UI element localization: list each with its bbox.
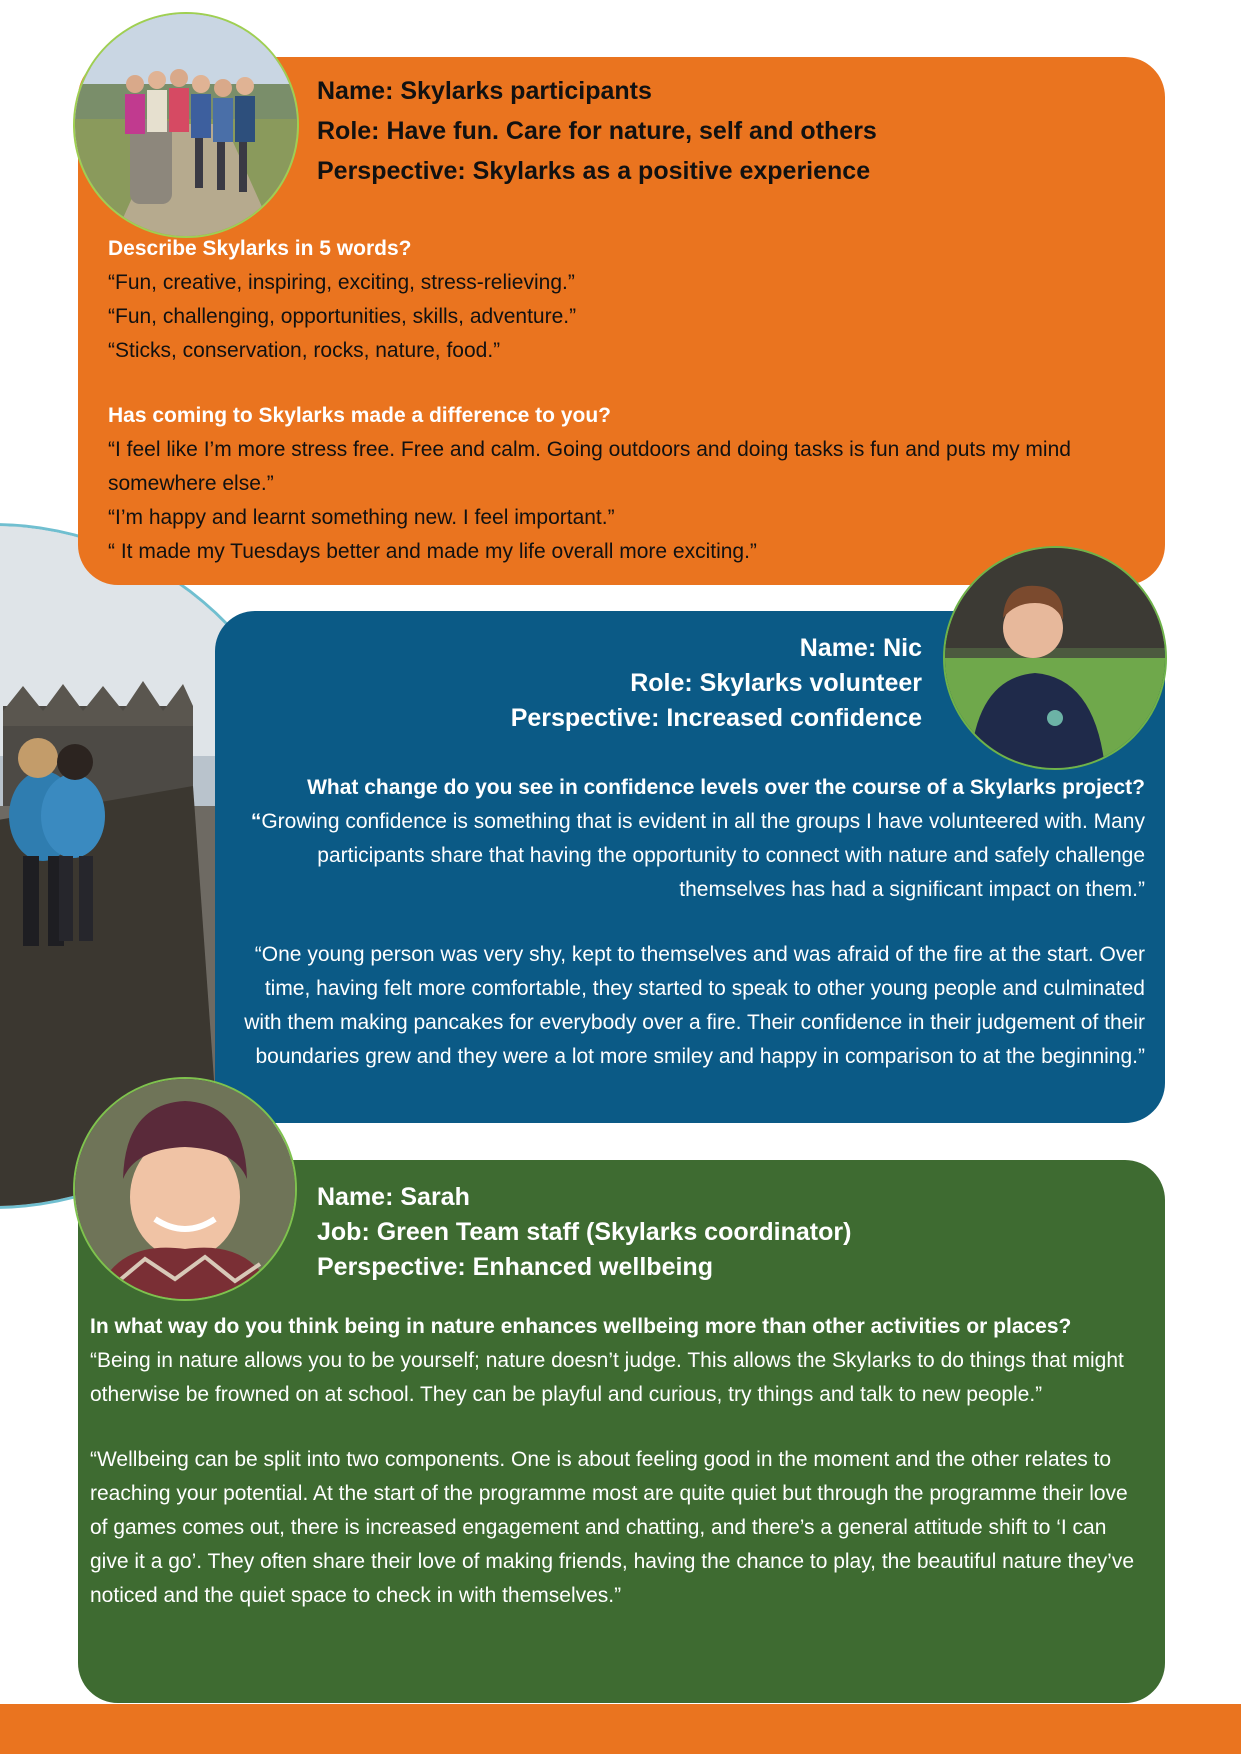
answer-text: “Fun, creative, inspiring, exciting, stress-relieving.”	[108, 271, 575, 294]
sarah-header	[317, 1180, 851, 1285]
nic-photo	[943, 546, 1167, 770]
answer-text	[225, 805, 1145, 907]
participants-body	[108, 232, 1148, 569]
participants-group-photo	[73, 12, 299, 238]
answer-text: “Fun, challenging, opportunities, skills, adventure.”	[108, 305, 577, 328]
answer-confidence-1: Growing confidence is something that is evident in all the groups I have volunteered with. Many participants share that having the opportunity to connect with nature and safely challenge themselves has had a significant impact on them.”	[261, 810, 1145, 901]
nic-body	[225, 771, 1145, 1074]
open-quote: “	[250, 810, 262, 833]
question-difference: Has coming to Skylarks made a difference to you?	[108, 404, 611, 427]
question-confidence: What change do you see in confidence levels over the course of a Skylarks project?	[307, 776, 1145, 799]
participants-name: Name: Skylarks participants	[317, 77, 652, 105]
answer-text: “Sticks, conservation, rocks, nature, food.”	[108, 339, 501, 362]
answer-text: “I’m happy and learnt something new. I feel important.”	[108, 506, 615, 529]
answer-wellbeing-2: “Wellbeing can be split into two components. One is about feeling good in the moment and the other relates to reaching your potential. At the start of the programme most are quite quiet but through the programme their love of games comes out, there is increased engagement and chatting, and there’s a general attitude shift to ‘I can give it a go’. They often share their love of making friends, having the chance to play, the beautiful nature they’ve noticed and the quiet space to check in with themselves.”	[90, 1448, 1135, 1607]
participants-role: Role: Have fun. Care for nature, self and others	[317, 117, 877, 145]
footer-bar	[0, 1704, 1241, 1754]
question-wellbeing: In what way do you think being in nature enhances wellbeing more than other activities or places?	[90, 1315, 1072, 1338]
sarah-job: Job: Green Team staff (Skylarks coordinator)	[317, 1218, 852, 1246]
nic-role: Role: Skylarks volunteer	[630, 669, 922, 697]
answer-wellbeing-1: “Being in nature allows you to be yourself; nature doesn’t judge. This allows the Skylarks to do things that might otherwise be frowned on at school. They can be playful and curious, try things and talk to new people.”	[90, 1349, 1124, 1406]
sarah-body	[90, 1310, 1150, 1613]
answer-confidence-2: “One young person was very shy, kept to themselves and was afraid of the fire at the start. Over time, having felt more comfortable, they started to speak to other young people and culminated with them making pancakes for everybody over a fire. Their confidence in their judgement of their boundaries grew and they were a lot more smiley and happy in comparison to at the beginning.”	[244, 943, 1145, 1068]
nic-name: Name: Nic	[799, 634, 922, 662]
sarah-perspective: Perspective: Enhanced wellbeing	[317, 1253, 713, 1281]
sarah-name: Name: Sarah	[317, 1183, 470, 1211]
answer-text: “ It made my Tuesdays better and made my life overall more exciting.”	[108, 540, 757, 563]
participants-header	[317, 71, 877, 191]
nic-header	[511, 631, 922, 736]
nic-perspective: Perspective: Increased confidence	[510, 704, 922, 732]
sarah-photo	[73, 1077, 297, 1301]
answer-text: “I feel like I’m more stress free. Free and calm. Going outdoors and doing tasks is fun and puts my mind somewhere else.”	[108, 438, 1071, 495]
participants-perspective: Perspective: Skylarks as a positive experience	[317, 157, 871, 185]
question-five-words: Describe Skylarks in 5 words?	[108, 237, 412, 260]
